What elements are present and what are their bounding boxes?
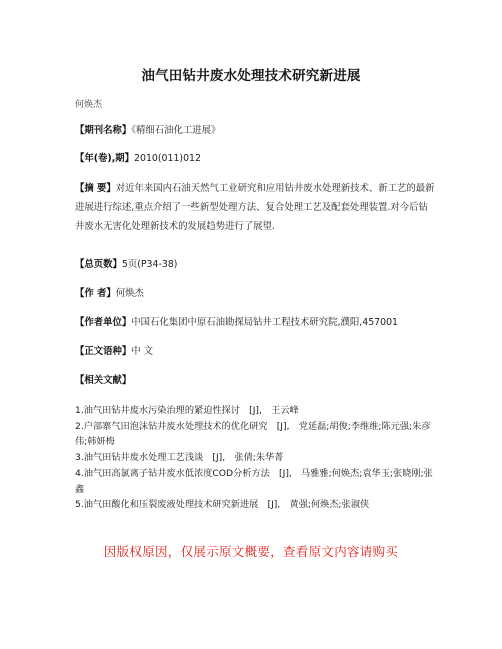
abstract-label: 【摘 要】 [75,183,116,194]
author-field [75,285,435,303]
copyright-notice[interactable]: 因版权原因，仅展示原文概要，查看原文内容请购买 [103,544,399,559]
reference-item[interactable]: 1.油气田钻井废水污染治理的紧迫性探讨 [J], 王云峰 [75,405,299,416]
abstract-field [75,179,435,236]
language-value: 中 文 [131,346,153,357]
related-label: 【相关文献】 [75,375,132,386]
journal-label: 【期刊名称】 [75,125,132,136]
year-issue-value: 2010(011)012 [134,153,201,164]
journal-field [75,122,435,140]
journal-value: 《精细石油化工进展》 [131,125,221,136]
affiliation-field [75,314,435,332]
reference-item[interactable]: 5.油气田酸化和压裂废液处理技术研究新进展 [J], 黄强;何焕杰;张淑侠 [75,499,370,511]
reference-item[interactable]: 2.户部寨气田泡沫钻井废水处理技术的优化研究 [J], 党延磊;胡俊;李维维;陈元强;朱彦伟;韩妍梅 [75,420,431,448]
page-title: 油气田钻井废水处理技术研究新进展 [141,68,361,84]
related-field [75,372,435,390]
affiliation-value: 中国石化集团中原石油勘探局钻井工程技术研究院,濮阳,457001 [131,317,399,328]
reference-list [75,403,437,513]
reference-item[interactable]: 3.油气田钻井废水处理工艺浅谈 [J], 张倩;朱华菁 [75,452,284,464]
pages-label: 【总页数】 [75,259,122,270]
reference-item[interactable]: 4.油气田高氯离子钻井废水低浓度COD分析方法 [J], 马雅雅;何焕杰;袁华玉;张晓刚;张鑫 [75,467,433,495]
year-issue-label: 【年(卷),期】 [75,153,135,164]
language-label: 【正文语种】 [75,346,132,357]
abstract-value: 对近年来国内石油天然气工业研究和应用钻井废水处理新技术、新工艺的最新进展进行综述,重点介绍了一些新型处理方法、复合处理工艺及配套处理装置.对今后钻井废水无害化处理新技术的发展趋势进行了展望. [75,183,435,232]
author-value: 何焕杰 [115,288,144,299]
pages-field [75,256,435,274]
pages-value: 5页(P34-38) [121,259,178,270]
year-issue-field [75,150,435,168]
author-line: 何焕杰 [75,100,103,110]
affiliation-label: 【作者单位】 [75,317,132,328]
author-label: 【作 者】 [75,288,116,299]
language-field [75,343,435,361]
